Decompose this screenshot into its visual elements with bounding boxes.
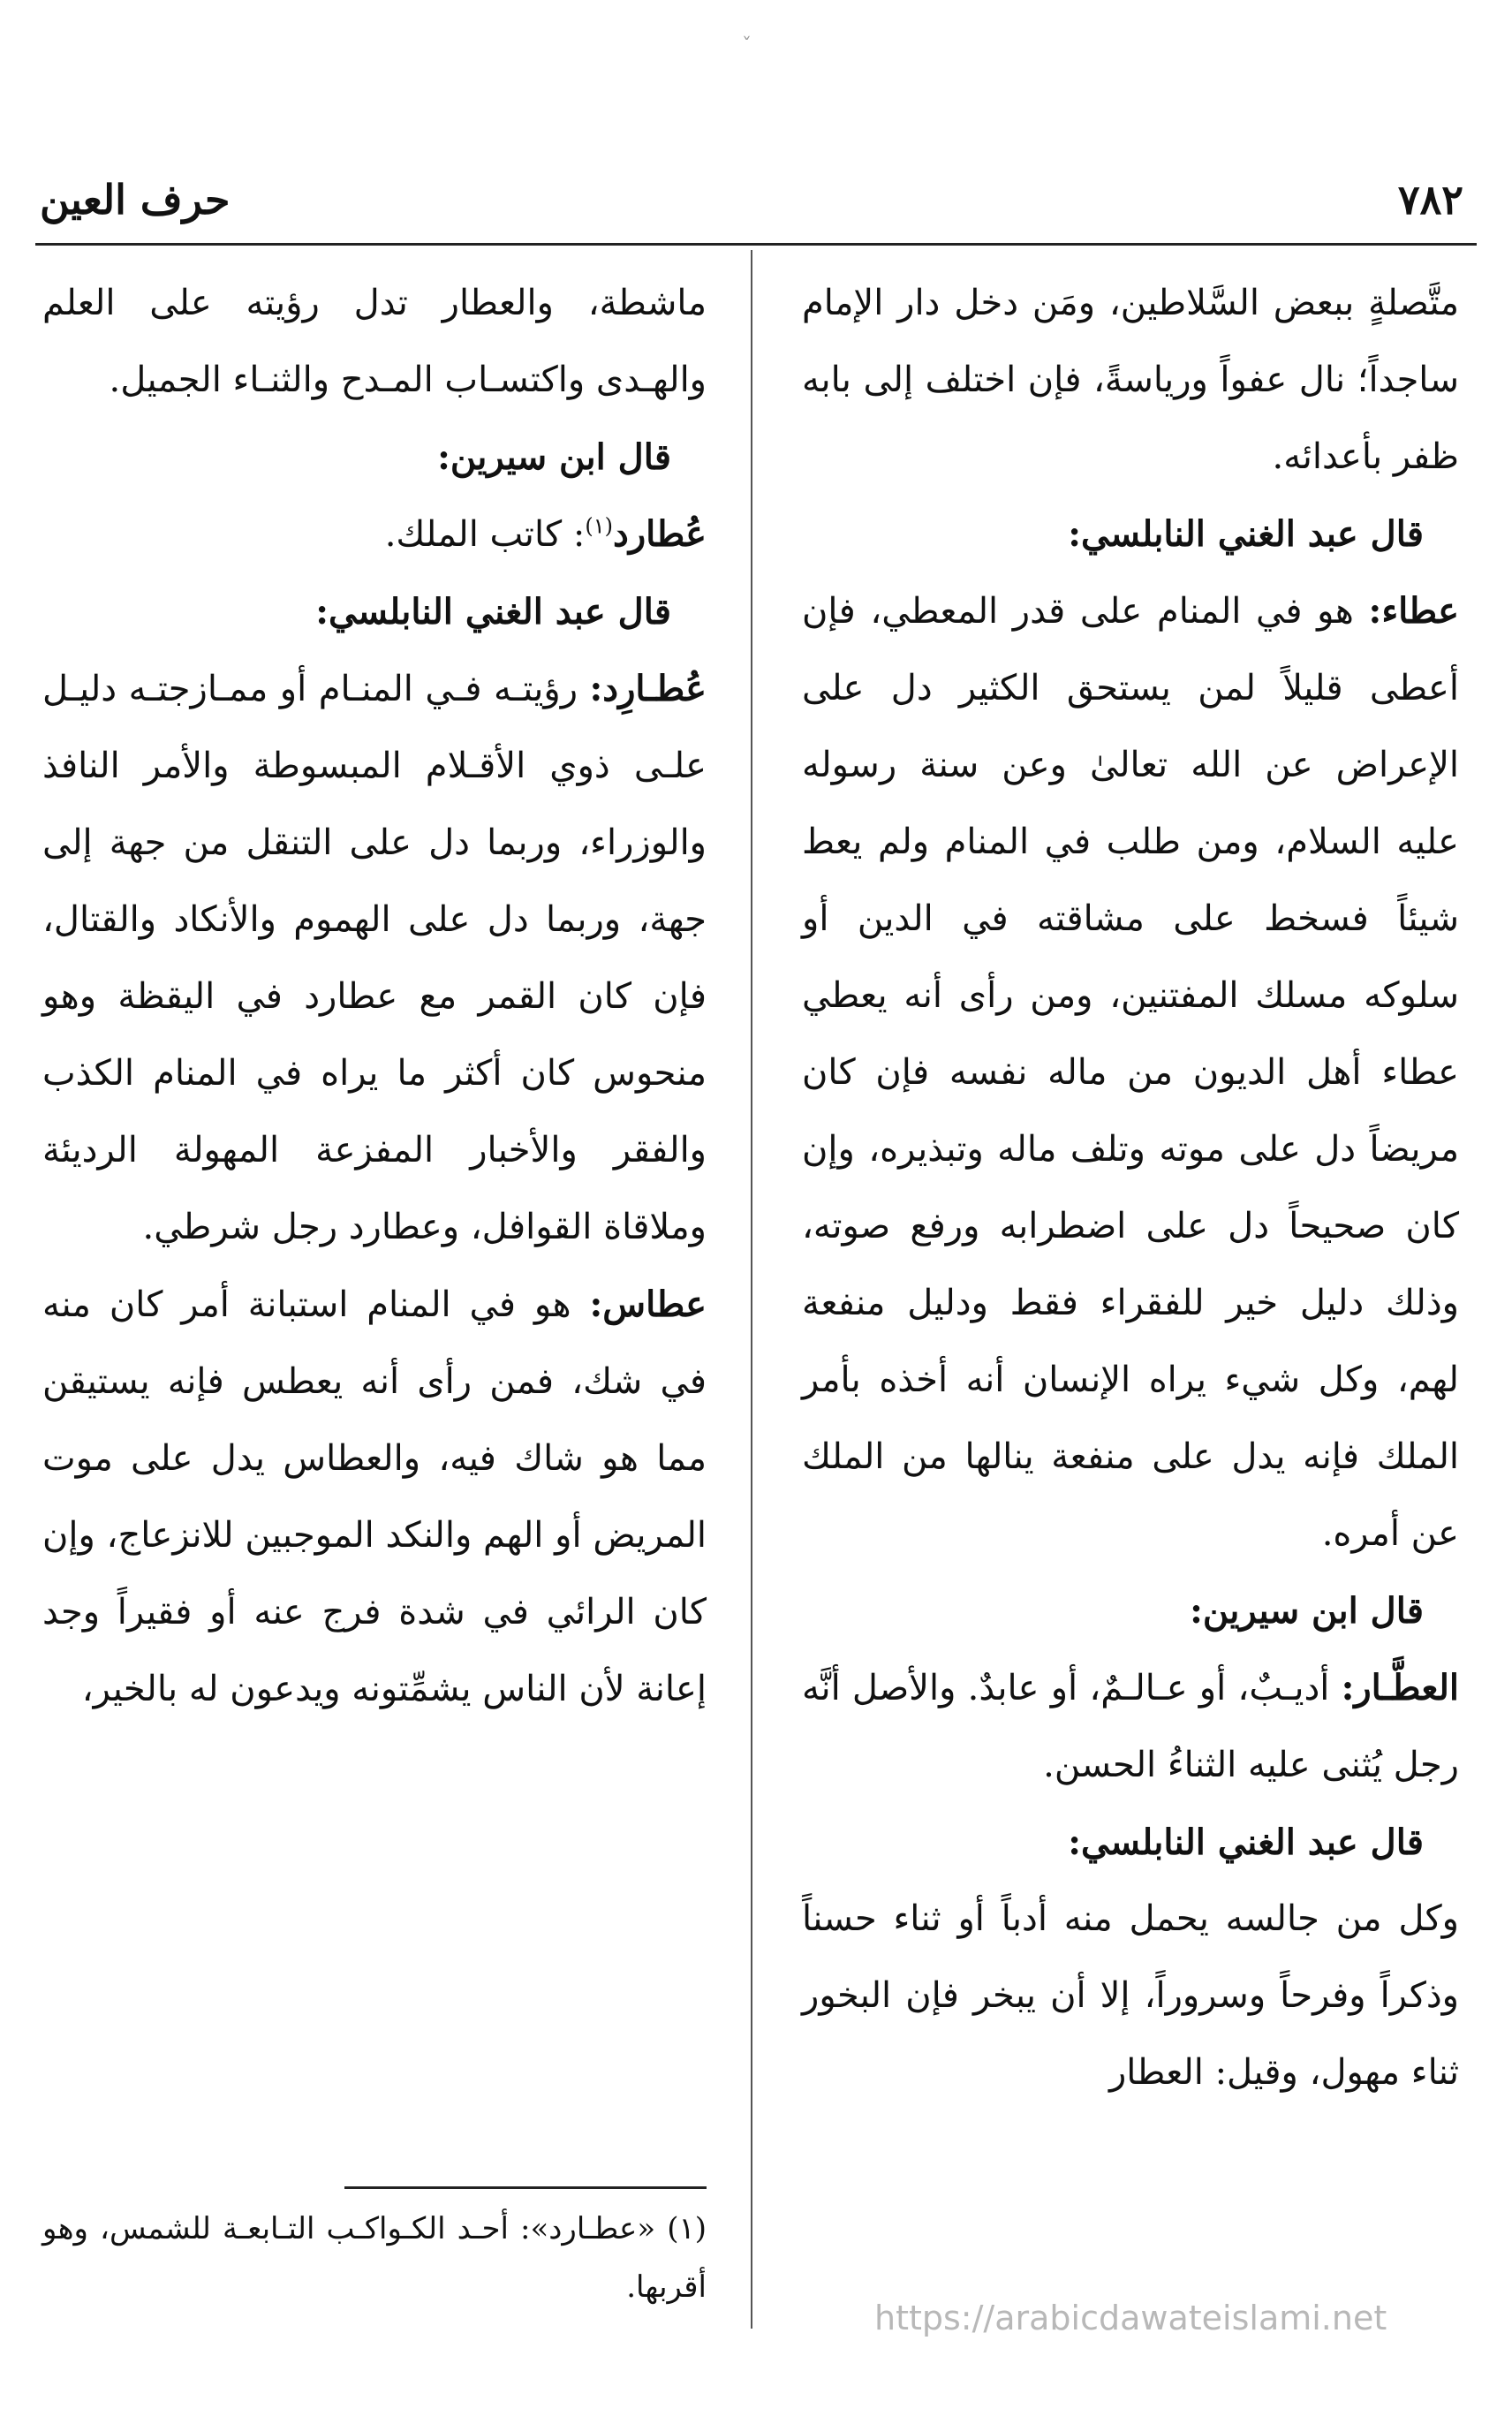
- footnote-text: (١) «عطـارد»: أحـد الكـواكـب التـابعـة للشمس، وهو أقربها.: [42, 2211, 707, 2305]
- entry-term: عطاء:: [1368, 590, 1459, 632]
- page-number: ٧٨٢: [1397, 176, 1463, 223]
- header-rule: [35, 243, 1477, 246]
- left-column: [42, 265, 707, 1728]
- section-heading: قال ابن سيرين:: [437, 436, 671, 478]
- scan-mark: ˇ: [742, 35, 752, 57]
- watermark-url: https://arabicdawateislami.net: [874, 2299, 1387, 2337]
- dictionary-entry: [802, 1649, 1459, 1804]
- section-heading: قال عبد الغني النابلسي:: [315, 591, 671, 633]
- footnote-rule: [344, 2186, 707, 2189]
- paragraph: وكل من جالسه يحمل منه أدباً أو ثناء حسناً وذكراً وفرحاً وسروراً، إلا أن يبخر فإن البخور ثناء مهول، وقيل: العطار: [802, 1898, 1459, 2093]
- footnote-reference: (١): [585, 513, 613, 539]
- dictionary-entry: [802, 572, 1459, 1572]
- right-column: [802, 265, 1459, 2111]
- entry-term: عُطـارِد:: [589, 668, 707, 709]
- footnote: [42, 2200, 707, 2316]
- entry-term: العطَّـار:: [1341, 1667, 1459, 1708]
- entry-term: عُطارد: [613, 513, 707, 555]
- section-heading: قال ابن سيرين:: [1190, 1590, 1424, 1632]
- entry-term: عطاس:: [589, 1284, 707, 1325]
- dictionary-entry: [42, 1266, 707, 1728]
- entry-text: أديـبٌ، أو عـالـمٌ، أو عابدٌ. والأصل أنَّه رجل يُثنى عليه الثناءُ الحسن.: [802, 1668, 1459, 1785]
- section-title: حرف العين: [40, 176, 231, 223]
- entry-text: رؤيتـه فـي المنـام أو ممـازجتـه دليـل علـى ذوي الأقـلام المبسوطة والأمر النافذ والوزراء، وربما دل على التنقل من جهة إلى جهة، وربما دل على الهموم والأنكاد والقتال، فإن كان القمر مع عطارد في اليقظة وهو منحوس كان أكثر ما يراه في المنام الكذب والفقر والأخبار المفزعة المهولة الرديئة وملاقاة القوافل، وعطارد رجل شرطي.: [42, 669, 707, 1247]
- section-heading: قال عبد الغني النابلسي:: [1068, 1822, 1424, 1863]
- entry-text: هو في المنام استبانة أمر كان منه في شك، فمن رأى أنه يعطس فإنه يستيقن مما هو شاك فيه، والعطاس يدل على موت المريض أو الهم والنكد الموجبين للانزعاج، وإن كان الرائي في شدة فرج عنه أو فقيراً وجد إعانة لأن الناس يشمِّتونه ويدعون له بالخير،: [42, 1284, 707, 1709]
- paragraph: ماشطة، والعطار تدل رؤيته على العلم والهـدى واكتسـاب المـدح والثنـاء الجميل.: [42, 283, 707, 400]
- paragraph: متَّصلةٍ ببعض السَّلاطين، ومَن دخل دار الإمام ساجداً؛ نال عفواً ورياسةً، فإن اختلف إلى بابه ظفر بأعدائه.: [802, 283, 1459, 477]
- section-heading: قال عبد الغني النابلسي:: [1068, 513, 1424, 555]
- column-divider: [751, 250, 752, 2329]
- entry-text: : كاتب الملك.: [384, 514, 586, 555]
- dictionary-entry: [42, 496, 707, 573]
- entry-text: هو في المنام على قدر المعطي، فإن أعطى قليلاً لمن يستحق الكثير دل على الإعراض عن الله تعالىٰ وعن سنة رسوله عليه السلام، ومن طلب في المنام ولم يعط شيئاً فسخط على مشاقته في الدين أو سلوكه مسلك المفتنين، ومن رأى أنه يعطي عطاء أهل الديون من ماله نفسه فإن كان مريضاً دل على موته وتلف ماله وتبذيره، وإن كان صحيحاً دل على اضطرابه ورفع صوته، وذلك دليل خير للفقراء فقط ودليل منفعة لهم، وكل شيء يراه الإنسان أنه أخذه بأمر الملك فإنه يدل على منفعة ينالها من الملك عن أمره.: [802, 591, 1459, 1554]
- dictionary-entry: [42, 650, 707, 1266]
